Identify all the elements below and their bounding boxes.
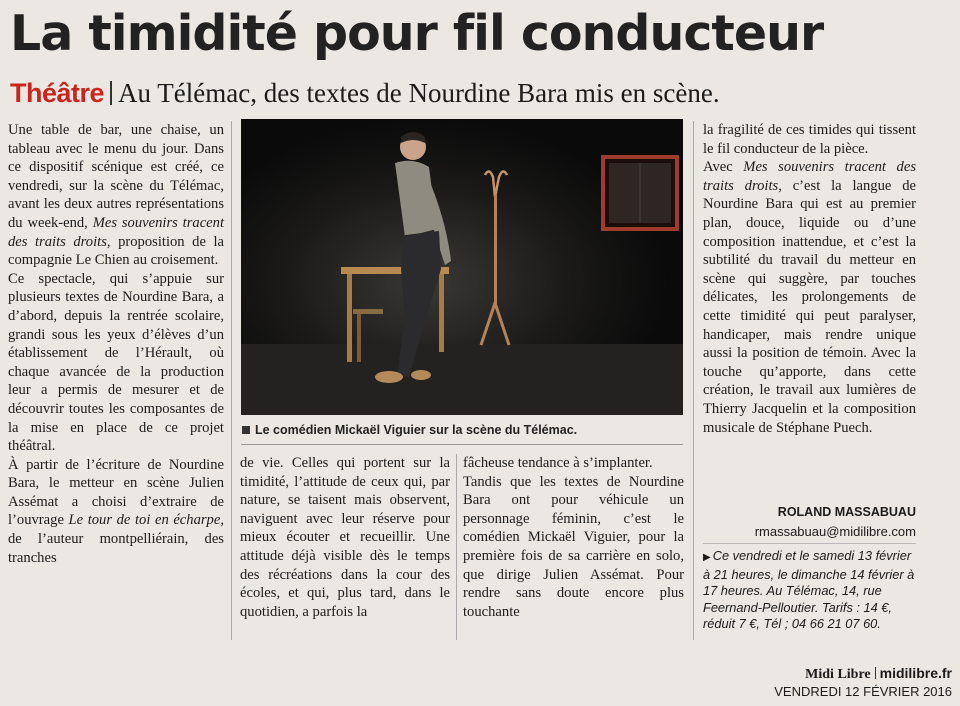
practical-info xyxy=(703,548,916,633)
author-email[interactable]: rmassabuau@midilibre.com xyxy=(754,524,916,539)
col3-paragraph xyxy=(463,454,684,473)
text-run: À partir de l’écriture de Nourdine Bara, le metteur en scène Julien Assémat a choisi d’extraire de l’ouvrage xyxy=(8,456,224,529)
headline: La timidité pour fil conducteur xyxy=(10,5,824,62)
col1-paragraph xyxy=(8,456,224,568)
text-run: , proposition de la compagnie Le Chien au croisement. xyxy=(8,233,224,269)
author-byline: ROLAND MASSABUAU xyxy=(777,505,916,519)
triangle-bullet-icon: ▶ xyxy=(703,552,711,563)
issue-date: VENDREDI 12 FÉVRIER 2016 xyxy=(774,684,952,699)
article-column-4 xyxy=(703,121,916,437)
column-rule-1 xyxy=(231,121,232,640)
column-rule-2 xyxy=(456,454,457,640)
info-rule xyxy=(703,543,916,544)
practical-info-text: Ce vendredi et le samedi 13 février à 21 heures, le dimanche 14 février à 17 heures. Au Télémac, 14, rue Feernand-Pelloutier. Tarifs : 14 €, réduit 7 €, Tél ; 04 66 21 07 60. xyxy=(703,548,915,631)
text-run: fâcheuse tendance à s’implanter. xyxy=(463,455,653,471)
work-title: Le tour de toi en écharpe xyxy=(68,512,221,529)
column-rule-3 xyxy=(693,121,694,640)
col1-paragraph xyxy=(8,121,224,270)
rubric-separator xyxy=(110,81,112,105)
newspaper-name: Midi Libre xyxy=(805,667,871,682)
text-run: Ce spectacle, qui s’appuie sur plusieurs textes de Nourdine Bara, a d’abord, depuis la rentrée scolaire, grandi sous les yeux d’élèves d’un établissement de l’Hérault, où chaque avancée de la production leur a permis de mesurer et de découvrir toutes les composantes de la mise en place de ce projet théâtral. xyxy=(8,270,224,455)
work-title: Mes souvenirs tracent des traits droits xyxy=(703,159,916,194)
rubric-line xyxy=(10,76,950,110)
text-run: Avec xyxy=(703,159,744,176)
text-run: Tandis que les textes de Nourdine Bara ont pour véhicule un personnage féminin, c’est le comédien Mickaël Viguier, pour la première fois de sa carrière en solo, que dirige Julien Assémat. Pour rendre sans doute encore plus touchante xyxy=(463,473,684,620)
text-run: Une table de bar, une chaise, un tableau avec le menu du jour. Dans ce dispositif scénique est créé, ce vendredi, sur la scène du Télémac, avant les deux autres représentations du week-end, xyxy=(8,122,224,231)
footer-separator xyxy=(875,667,876,679)
text-run: , de l’auteur montpelliérain, des tranches xyxy=(8,512,224,566)
col1-paragraph xyxy=(8,270,224,456)
deck: Au Télémac, des textes de Nourdine Bara mis en scène. xyxy=(118,78,720,108)
rubric-label: Théâtre xyxy=(10,78,105,108)
article-column-2 xyxy=(240,454,450,621)
footer-brand xyxy=(760,665,952,683)
col3-paragraph xyxy=(463,473,684,622)
col2-paragraph xyxy=(240,454,450,621)
caption-rule xyxy=(241,444,683,445)
article-column-1 xyxy=(8,121,224,567)
col4-paragraph xyxy=(703,158,916,437)
stage-photo xyxy=(241,119,683,415)
article-column-3 xyxy=(463,454,684,621)
text-run: , c’est la langue de Nourdine Bara qui est au premier plan, douce, liquide ou d’une composition inattendue, et c’est la subtilité du travail du metteur en scène qui suggère, par touches délicates, les prolongements de cette timidité qui peut paralyser, handicaper, mais rendre unique aussi la position de témoin. Avec la touche qu’apporte, dans cette création, le travail aux lumières de Thierry Jacquelin et la composition musicale de Stéphane Puech. xyxy=(703,177,917,436)
caption-text: Le comédien Mickaël Viguier sur la scène du Télémac. xyxy=(255,423,578,437)
photo-caption xyxy=(242,423,684,437)
caption-bullet-icon xyxy=(242,426,250,434)
col4-paragraph xyxy=(703,121,916,158)
text-run: la fragilité de ces timides qui tissent le fil conducteur de la pièce. xyxy=(703,122,916,157)
work-title: Mes souvenirs tracent des traits droits xyxy=(8,214,224,250)
stage-photo-illustration xyxy=(241,119,683,415)
newspaper-site[interactable]: midilibre.fr xyxy=(879,665,952,681)
text-run: de vie. Celles qui portent sur la timidité, l’attitude de ceux qui, par nature, se taisent mais observent, naviguent avec leur réserve pour mieux écouter et recueillir. Une attitude déjà visible dès le temps des récréations dans la cour des écoles, et qui, plus tard, dans le quotidien, a parfois la xyxy=(240,455,450,620)
